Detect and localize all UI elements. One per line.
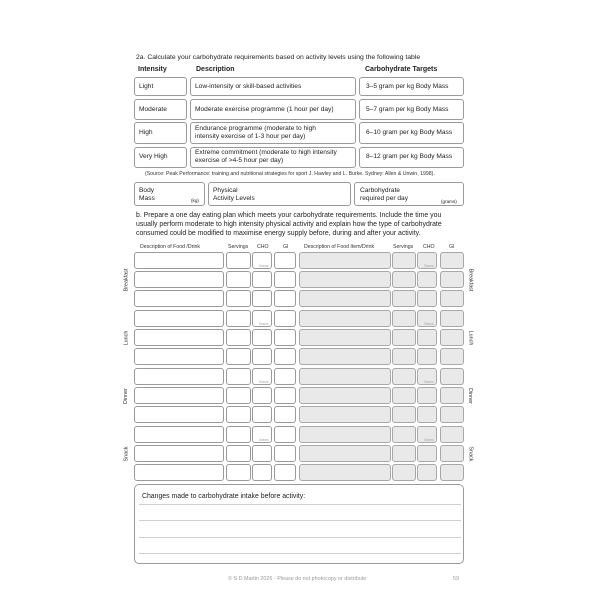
right-servings-cell[interactable] <box>392 387 416 404</box>
left-cho-cell[interactable] <box>252 290 272 307</box>
right-gi-cell[interactable] <box>440 445 464 462</box>
left-description-cell[interactable] <box>134 426 224 443</box>
right-cho-cell[interactable] <box>417 310 437 327</box>
row-target: 5–7 gram per kg Body Mass <box>366 106 449 113</box>
right-gi-cell[interactable] <box>440 252 464 269</box>
writing-line <box>139 537 461 538</box>
right-gi-cell[interactable] <box>440 271 464 288</box>
right-gi-cell[interactable] <box>440 290 464 307</box>
left-gi-cell[interactable] <box>274 445 296 462</box>
left-servings-cell[interactable] <box>226 271 251 288</box>
row-target: 6–10 gram per kg Body Mass <box>366 129 453 136</box>
right-servings-cell[interactable] <box>392 348 416 365</box>
left-cho-cell[interactable] <box>252 252 272 269</box>
row-description-line2: exercise of >4-5 hour per day) <box>195 157 284 164</box>
left-servings-cell[interactable] <box>226 348 251 365</box>
changes-label: Changes made to carbohydrate intake before activity: <box>142 493 306 500</box>
left-gi-cell[interactable] <box>274 290 296 307</box>
left-servings-cell[interactable] <box>226 464 251 481</box>
plan-header-right-cho: CHO <box>423 244 435 250</box>
body-mass-unit: (kg) <box>191 198 199 203</box>
left-description-cell[interactable] <box>134 406 224 423</box>
left-gi-cell[interactable] <box>274 406 296 423</box>
right-gi-cell[interactable] <box>440 426 464 443</box>
writing-line <box>139 553 461 554</box>
source-citation: (Source: Peak Performance: training and nutritional strategies for sport J. Hawley and L. Burke. Sydney: Allen & Unwin, 1998). <box>145 171 435 177</box>
left-gi-cell[interactable] <box>274 271 296 288</box>
right-description-cell[interactable] <box>299 252 391 269</box>
question-b-line2: usually perform moderate to high intensity physical activity and explain how the type of carbohydrate <box>136 221 442 228</box>
left-servings-cell[interactable] <box>226 406 251 423</box>
right-gi-cell[interactable] <box>440 348 464 365</box>
right-cho-cell[interactable] <box>417 387 437 404</box>
left-description-cell[interactable] <box>134 271 224 288</box>
row-description: Moderate exercise programme (1 hour per day) <box>195 106 334 113</box>
row-intensity: Very High <box>139 153 168 160</box>
header-intensity: Intensity <box>138 66 167 73</box>
grams-hint: Grams <box>259 380 269 384</box>
meal-label-right: Snack <box>466 446 473 461</box>
row-description-line2: intensity exercise of 1-3 hour per day) <box>195 133 306 140</box>
question-2a-text: 2a. Calculate your carbohydrate requirements based on activity levels using the following table <box>136 54 421 61</box>
meal-label-left: Lunch <box>122 330 129 345</box>
left-servings-cell[interactable] <box>226 290 251 307</box>
left-gi-cell[interactable] <box>274 368 296 385</box>
right-servings-cell[interactable] <box>392 329 416 346</box>
plan-header-left-description: Description of Food /Drink <box>140 244 200 250</box>
plan-header-left-gi: GI <box>283 244 289 250</box>
left-cho-cell[interactable] <box>252 329 272 346</box>
right-description-cell[interactable] <box>299 426 391 443</box>
grams-hint: Grams <box>259 264 269 268</box>
row-description: Low-intensity or skill-based activities <box>195 83 302 90</box>
grams-hint: Grams <box>424 380 434 384</box>
right-servings-cell[interactable] <box>392 368 416 385</box>
left-gi-cell[interactable] <box>274 426 296 443</box>
right-servings-cell[interactable] <box>392 464 416 481</box>
right-description-cell[interactable] <box>299 290 391 307</box>
right-gi-cell[interactable] <box>440 406 464 423</box>
right-gi-cell[interactable] <box>440 329 464 346</box>
carb-label-2: required per day <box>360 195 409 202</box>
left-description-cell[interactable] <box>134 290 224 307</box>
grams-hint: Grams <box>424 322 434 326</box>
left-gi-cell[interactable] <box>274 387 296 404</box>
left-gi-cell[interactable] <box>274 348 296 365</box>
meal-label-left: Snack <box>122 446 129 461</box>
right-cho-cell[interactable] <box>417 464 437 481</box>
header-description: Description <box>196 66 235 73</box>
right-cho-cell[interactable] <box>417 252 437 269</box>
right-description-cell[interactable] <box>299 329 391 346</box>
right-cho-cell[interactable] <box>417 426 437 443</box>
left-gi-cell[interactable] <box>274 329 296 346</box>
right-servings-cell[interactable] <box>392 271 416 288</box>
right-gi-cell[interactable] <box>440 387 464 404</box>
meal-label-right: Breakfast <box>466 268 473 291</box>
plan-header-left-servings: Servings <box>228 244 249 250</box>
right-gi-cell[interactable] <box>440 310 464 327</box>
row-intensity: High <box>139 129 153 136</box>
left-description-cell[interactable] <box>134 310 224 327</box>
activity-level-box[interactable] <box>208 182 351 206</box>
right-description-cell[interactable] <box>299 387 391 404</box>
grams-hint: Grams <box>259 322 269 326</box>
grams-hint: Grams <box>259 438 269 442</box>
meal-label-right: Lunch <box>466 330 473 345</box>
left-description-cell[interactable] <box>134 464 224 481</box>
left-gi-cell[interactable] <box>274 310 296 327</box>
right-cho-cell[interactable] <box>417 445 437 462</box>
question-b-line1: b. Prepare a one day eating plan which meets your carbohydrate requirements. Include the time you <box>136 212 442 219</box>
left-cho-cell[interactable] <box>252 406 272 423</box>
writing-line <box>139 504 461 505</box>
right-servings-cell[interactable] <box>392 426 416 443</box>
right-cho-cell[interactable] <box>417 290 437 307</box>
body-mass-label-2: Mass <box>139 195 155 202</box>
right-gi-cell[interactable] <box>440 368 464 385</box>
right-gi-cell[interactable] <box>440 464 464 481</box>
left-description-cell[interactable] <box>134 368 224 385</box>
row-target: 8–12 gram per kg Body Mass <box>366 153 453 160</box>
row-intensity: Light <box>139 83 154 90</box>
activity-label-1: Physical <box>213 187 238 194</box>
right-servings-cell[interactable] <box>392 310 416 327</box>
right-description-cell[interactable] <box>299 464 391 481</box>
plan-header-right-description: Description of Food Item/Drink <box>304 244 375 250</box>
left-servings-cell[interactable] <box>226 445 251 462</box>
left-description-cell[interactable] <box>134 387 224 404</box>
left-gi-cell[interactable] <box>274 464 296 481</box>
left-cho-cell[interactable] <box>252 387 272 404</box>
grams-hint: Grams <box>424 264 434 268</box>
meal-label-right: Dinner <box>466 387 473 404</box>
left-cho-cell[interactable] <box>252 445 272 462</box>
left-description-cell[interactable] <box>134 252 224 269</box>
right-description-cell[interactable] <box>299 406 391 423</box>
right-description-cell[interactable] <box>299 445 391 462</box>
right-cho-cell[interactable] <box>417 406 437 423</box>
right-servings-cell[interactable] <box>392 406 416 423</box>
left-servings-cell[interactable] <box>226 368 251 385</box>
right-cho-cell[interactable] <box>417 271 437 288</box>
plan-header-right-servings: Servings <box>393 244 414 250</box>
carbohydrate-required-box[interactable] <box>354 182 464 206</box>
row-description-line1: Extreme commitment (moderate to high intensity <box>195 149 337 156</box>
carb-unit: (grams) <box>441 199 457 204</box>
right-description-cell[interactable] <box>299 368 391 385</box>
grams-hint: Grams <box>424 438 434 442</box>
plan-header-right-gi: GI <box>449 244 455 250</box>
body-mass-box[interactable] <box>134 182 205 206</box>
right-description-cell[interactable] <box>299 310 391 327</box>
right-description-cell[interactable] <box>299 271 391 288</box>
left-cho-cell[interactable] <box>252 464 272 481</box>
right-servings-cell[interactable] <box>392 290 416 307</box>
left-cho-cell[interactable] <box>252 426 272 443</box>
body-mass-label-1: Body <box>139 187 155 194</box>
page-number: 59 <box>453 576 459 582</box>
right-servings-cell[interactable] <box>392 445 416 462</box>
activity-label-2: Activity Levels <box>213 195 255 202</box>
row-target: 3–5 gram per kg Body Mass <box>366 83 449 90</box>
changes-notes-box[interactable] <box>134 484 464 564</box>
header-carbohydrate-targets: Carbohydrate Targets <box>365 66 438 73</box>
question-b-line3: consumed could be modified to maximise energy supply before, during and after your activity. <box>136 230 421 237</box>
meal-label-left: Dinner <box>122 387 129 404</box>
left-servings-cell[interactable] <box>226 252 251 269</box>
left-servings-cell[interactable] <box>226 329 251 346</box>
copyright-footer: © S D Martin 2026 - Please do not photocopy or distribute <box>228 576 367 582</box>
right-servings-cell[interactable] <box>392 252 416 269</box>
writing-line <box>139 520 461 521</box>
left-gi-cell[interactable] <box>274 252 296 269</box>
left-servings-cell[interactable] <box>226 387 251 404</box>
left-cho-cell[interactable] <box>252 271 272 288</box>
meal-label-left: Breakfast <box>122 268 129 291</box>
right-description-cell[interactable] <box>299 348 391 365</box>
left-description-cell[interactable] <box>134 329 224 346</box>
right-cho-cell[interactable] <box>417 348 437 365</box>
left-servings-cell[interactable] <box>226 310 251 327</box>
left-cho-cell[interactable] <box>252 348 272 365</box>
left-description-cell[interactable] <box>134 445 224 462</box>
right-cho-cell[interactable] <box>417 368 437 385</box>
plan-header-left-cho: CHO <box>257 244 269 250</box>
left-description-cell[interactable] <box>134 348 224 365</box>
row-intensity: Moderate <box>139 106 167 113</box>
row-description-line1: Endurance programme (moderate to high <box>195 125 316 132</box>
right-cho-cell[interactable] <box>417 329 437 346</box>
carb-label-1: Carbohydrate <box>360 187 400 194</box>
left-cho-cell[interactable] <box>252 310 272 327</box>
left-cho-cell[interactable] <box>252 368 272 385</box>
left-servings-cell[interactable] <box>226 426 251 443</box>
